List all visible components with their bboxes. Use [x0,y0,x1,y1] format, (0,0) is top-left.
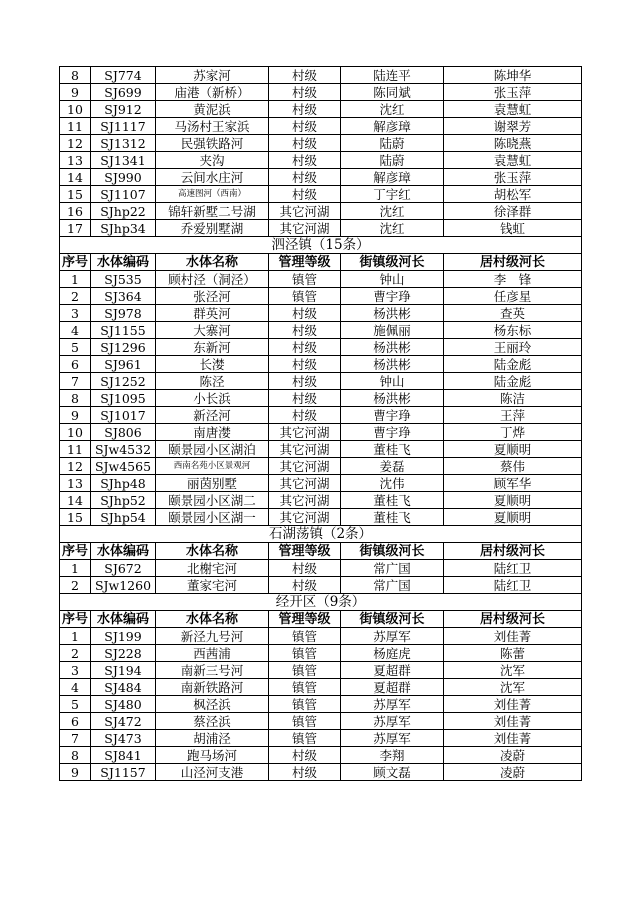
row-index-cell: 14 [60,492,91,509]
water-code-header: 水体编码 [91,254,156,271]
table-row [60,356,582,373]
town-chief-cell: 曹宇琤 [341,288,444,305]
town-chief-cell: 夏超群 [341,679,444,696]
management-level-cell: 村级 [269,152,341,169]
water-name-cell: 枫泾浜 [156,696,269,713]
table-row [60,628,582,645]
row-index-cell: 16 [60,203,91,220]
management-level-cell: 村级 [269,186,341,203]
management-level-cell: 村级 [269,322,341,339]
row-index-cell: 17 [60,220,91,237]
table-row [60,696,582,713]
management-level-cell: 村级 [269,169,341,186]
row-index-cell: 5 [60,696,91,713]
management-level-cell: 镇管 [269,730,341,747]
table-row [60,339,582,356]
village-chief-header: 居村级河长 [444,254,582,271]
town-chief-cell: 顾文磊 [341,764,444,781]
village-chief-cell: 陆红卫 [444,560,582,577]
management-level-cell: 村级 [269,407,341,424]
water-code-cell: SJ535 [91,271,156,288]
town-chief-cell: 沈红 [341,101,444,118]
management-level-cell: 村级 [269,118,341,135]
row-index-cell: 9 [60,407,91,424]
village-chief-cell: 陈洁 [444,390,582,407]
management-level-cell: 村级 [269,84,341,101]
row-index-cell: 14 [60,169,91,186]
row-index-cell: 10 [60,424,91,441]
water-name-cell: 山泾河支港 [156,764,269,781]
village-chief-cell: 任彦星 [444,288,582,305]
table-row [60,441,582,458]
town-chief-cell: 陆蔚 [341,135,444,152]
management-level-cell: 镇管 [269,288,341,305]
management-level-cell: 镇管 [269,628,341,645]
management-level-cell: 村级 [269,390,341,407]
town-chief-cell: 解彦璋 [341,169,444,186]
management-level-cell: 村级 [269,764,341,781]
town-chief-cell: 钟山 [341,373,444,390]
village-chief-header: 居村级河长 [444,611,582,628]
water-code-cell: SJ472 [91,713,156,730]
village-chief-cell: 徐泽群 [444,203,582,220]
row-index-cell: 2 [60,645,91,662]
river-chief-table [59,66,582,781]
village-chief-cell: 陈晓燕 [444,135,582,152]
row-index-cell: 2 [60,577,91,594]
management-level-cell: 镇管 [269,696,341,713]
table-row [60,305,582,322]
management-level-cell: 镇管 [269,662,341,679]
water-name-cell: 颐景园小区湖二 [156,492,269,509]
town-chief-cell: 苏厚军 [341,628,444,645]
row-index-cell: 11 [60,441,91,458]
town-chief-cell: 钟山 [341,271,444,288]
table-row [60,288,582,305]
village-chief-cell: 袁慧虹 [444,101,582,118]
village-chief-cell: 钱虹 [444,220,582,237]
table-row [60,186,582,203]
town-chief-cell: 姜磊 [341,458,444,475]
management-level-cell: 其它河湖 [269,441,341,458]
management-level-cell: 村级 [269,305,341,322]
town-chief-cell: 沈红 [341,203,444,220]
row-index-cell: 9 [60,84,91,101]
water-code-cell: SJ990 [91,169,156,186]
management-level-cell: 其它河湖 [269,424,341,441]
water-name-cell: 南唐漤 [156,424,269,441]
town-chief-cell: 沈伟 [341,475,444,492]
table-row [60,645,582,662]
village-chief-cell: 李 锋 [444,271,582,288]
row-index-cell: 6 [60,713,91,730]
table-row [60,492,582,509]
village-chief-cell: 张玉萍 [444,169,582,186]
water-name-cell: 颐景园小区湖泊 [156,441,269,458]
water-name-cell: 颐景园小区湖一 [156,509,269,526]
water-code-cell: SJ1157 [91,764,156,781]
town-chief-header: 街镇级河长 [341,543,444,560]
row-index-cell: 2 [60,288,91,305]
management-level-cell: 村级 [269,67,341,84]
water-code-cell: SJhp22 [91,203,156,220]
table-row [60,322,582,339]
town-chief-cell: 丁宇红 [341,186,444,203]
town-chief-cell: 杨洪彬 [341,305,444,322]
town-chief-cell: 沈红 [341,220,444,237]
water-name-cell: 张泾河 [156,288,269,305]
water-code-cell: SJ473 [91,730,156,747]
town-chief-cell: 苏厚军 [341,713,444,730]
management-level-cell: 其它河湖 [269,203,341,220]
water-code-cell: SJw4532 [91,441,156,458]
water-code-cell: SJ699 [91,84,156,101]
water-code-cell: SJ1296 [91,339,156,356]
table-row [60,67,582,84]
water-code-cell: SJ672 [91,560,156,577]
table-row [60,458,582,475]
water-code-cell: SJ774 [91,67,156,84]
water-code-cell: SJ1341 [91,152,156,169]
table-row [60,118,582,135]
management-level-cell: 村级 [269,747,341,764]
water-code-cell: SJ1155 [91,322,156,339]
water-code-cell: SJ1107 [91,186,156,203]
water-code-header: 水体编码 [91,611,156,628]
town-chief-cell: 陆蔚 [341,152,444,169]
section-title: 石湖荡镇（2条） [60,526,582,543]
town-chief-cell: 曹宇琤 [341,424,444,441]
water-name-header: 水体名称 [156,611,269,628]
water-code-cell: SJ1095 [91,390,156,407]
town-chief-cell: 杨洪彬 [341,390,444,407]
water-name-cell: 马汤村王家浜 [156,118,269,135]
water-name-cell: 南新铁路河 [156,679,269,696]
table-row [60,390,582,407]
village-chief-cell: 陈蕾 [444,645,582,662]
town-chief-cell: 苏厚军 [341,730,444,747]
town-chief-cell: 解彦璋 [341,118,444,135]
row-index-cell: 4 [60,679,91,696]
row-index-cell: 1 [60,271,91,288]
water-name-cell: 蔡泾浜 [156,713,269,730]
water-name-cell: 新泾河 [156,407,269,424]
row-index-cell: 8 [60,747,91,764]
water-name-cell: 锦轩新墅二号湖 [156,203,269,220]
water-code-cell: SJ199 [91,628,156,645]
management-level-cell: 其它河湖 [269,458,341,475]
row-index-cell: 10 [60,101,91,118]
village-chief-cell: 杨东标 [444,322,582,339]
water-code-cell: SJ806 [91,424,156,441]
water-name-cell: 小长浜 [156,390,269,407]
water-code-header: 水体编码 [91,543,156,560]
village-chief-cell: 胡松军 [444,186,582,203]
section-title: 经开区（9条） [60,594,582,611]
row-index-cell: 5 [60,339,91,356]
table-row [60,747,582,764]
town-chief-cell: 陈同斌 [341,84,444,101]
row-index-cell: 3 [60,662,91,679]
village-chief-cell: 王萍 [444,407,582,424]
village-chief-cell: 夏顺明 [444,492,582,509]
table-row [60,424,582,441]
water-name-cell: 黄泥浜 [156,101,269,118]
table-row [60,764,582,781]
table-row [60,662,582,679]
water-code-cell: SJ194 [91,662,156,679]
water-code-cell: SJ1017 [91,407,156,424]
water-name-cell: 苏家河 [156,67,269,84]
row-index-cell: 8 [60,390,91,407]
water-name-cell: 乔爱别墅湖 [156,220,269,237]
water-name-cell: 庙港（新桥） [156,84,269,101]
town-chief-cell: 董桂飞 [341,492,444,509]
management-level-cell: 镇管 [269,713,341,730]
water-name-cell: 跑马场河 [156,747,269,764]
row-index-cell: 7 [60,373,91,390]
water-name-cell: 董家宅河 [156,577,269,594]
town-chief-header: 街镇级河长 [341,254,444,271]
row-index-cell: 7 [60,730,91,747]
management-level-cell: 镇管 [269,679,341,696]
table-row [60,560,582,577]
row-index-cell: 13 [60,475,91,492]
village-chief-cell: 顾军华 [444,475,582,492]
column-header-row [60,611,582,628]
management-level-cell: 村级 [269,577,341,594]
village-chief-cell: 陆金彪 [444,356,582,373]
row-index-header: 序号 [60,254,91,271]
water-code-cell: SJ480 [91,696,156,713]
water-name-cell: 云间水庄河 [156,169,269,186]
water-code-cell: SJ228 [91,645,156,662]
table-row [60,577,582,594]
section-title: 泗泾镇（15条） [60,237,582,254]
management-level-cell: 村级 [269,373,341,390]
town-chief-cell: 董桂飞 [341,509,444,526]
row-index-cell: 6 [60,356,91,373]
village-chief-cell: 夏顺明 [444,509,582,526]
village-chief-cell: 谢翠芳 [444,118,582,135]
management-level-cell: 其它河湖 [269,509,341,526]
water-name-cell: 长漤 [156,356,269,373]
row-index-cell: 13 [60,152,91,169]
town-chief-header: 街镇级河长 [341,611,444,628]
water-name-cell: 陈泾 [156,373,269,390]
village-chief-cell: 夏顺明 [444,441,582,458]
water-code-cell: SJhp48 [91,475,156,492]
row-index-header: 序号 [60,611,91,628]
water-name-cell: 顾村泾（洞泾） [156,271,269,288]
row-index-cell: 12 [60,135,91,152]
water-code-cell: SJ1252 [91,373,156,390]
table-row [60,169,582,186]
water-name-header: 水体名称 [156,543,269,560]
village-chief-cell: 刘佳菁 [444,713,582,730]
town-chief-cell: 董桂飞 [341,441,444,458]
village-chief-cell: 陈坤华 [444,67,582,84]
management-level-cell: 村级 [269,356,341,373]
village-chief-cell: 刘佳菁 [444,696,582,713]
water-code-cell: SJhp52 [91,492,156,509]
village-chief-cell: 袁慧虹 [444,152,582,169]
table-row [60,152,582,169]
management-level-cell: 村级 [269,560,341,577]
row-index-cell: 1 [60,560,91,577]
water-name-cell: 民强铁路河 [156,135,269,152]
section-title-row [60,526,582,543]
water-code-cell: SJ961 [91,356,156,373]
town-chief-cell: 杨洪彬 [341,339,444,356]
row-index-cell: 4 [60,322,91,339]
village-chief-cell: 沈军 [444,662,582,679]
town-chief-cell: 常广国 [341,577,444,594]
water-name-cell: 大寨河 [156,322,269,339]
village-chief-cell: 蔡伟 [444,458,582,475]
water-name-cell: 胡浦泾 [156,730,269,747]
town-chief-cell: 李翔 [341,747,444,764]
management-level-header: 管理等级 [269,611,341,628]
town-chief-cell: 常广国 [341,560,444,577]
water-code-cell: SJw1260 [91,577,156,594]
village-chief-cell: 丁烨 [444,424,582,441]
management-level-header: 管理等级 [269,254,341,271]
row-index-cell: 1 [60,628,91,645]
village-chief-cell: 凌蔚 [444,764,582,781]
table-row [60,373,582,390]
management-level-cell: 村级 [269,339,341,356]
management-level-cell: 其它河湖 [269,220,341,237]
town-chief-cell: 夏超群 [341,662,444,679]
table-row [60,203,582,220]
management-level-header: 管理等级 [269,543,341,560]
table-row [60,101,582,118]
water-name-cell: 东新河 [156,339,269,356]
town-chief-cell: 陆连平 [341,67,444,84]
village-chief-header: 居村级河长 [444,543,582,560]
water-code-cell: SJ364 [91,288,156,305]
row-index-header: 序号 [60,543,91,560]
row-index-cell: 8 [60,67,91,84]
row-index-cell: 3 [60,305,91,322]
village-chief-cell: 刘佳菁 [444,730,582,747]
row-index-cell: 9 [60,764,91,781]
water-name-cell: 夹沟 [156,152,269,169]
table-row [60,509,582,526]
water-name-cell: 新泾九号河 [156,628,269,645]
management-level-cell: 村级 [269,101,341,118]
water-code-cell: SJ1117 [91,118,156,135]
village-chief-cell: 刘佳菁 [444,628,582,645]
village-chief-cell: 王丽玲 [444,339,582,356]
table-row [60,407,582,424]
table-row [60,475,582,492]
water-name-header: 水体名称 [156,254,269,271]
village-chief-cell: 查英 [444,305,582,322]
table-row [60,730,582,747]
water-name-cell: 丽茵别墅 [156,475,269,492]
row-index-cell: 15 [60,509,91,526]
table-row [60,271,582,288]
column-header-row [60,543,582,560]
water-code-cell: SJ841 [91,747,156,764]
table-row [60,713,582,730]
column-header-row [60,254,582,271]
water-name-cell: 南新三号河 [156,662,269,679]
village-chief-cell: 张玉萍 [444,84,582,101]
management-level-cell: 村级 [269,135,341,152]
water-code-cell: SJhp34 [91,220,156,237]
water-name-cell: 群英河 [156,305,269,322]
water-name-cell: 西南名苑小区景观河 [156,458,269,475]
table-row [60,220,582,237]
water-code-cell: SJ978 [91,305,156,322]
row-index-cell: 15 [60,186,91,203]
water-name-cell: 高速图河（西南） [156,186,269,203]
water-code-cell: SJ1312 [91,135,156,152]
water-name-cell: 北榭宅河 [156,560,269,577]
section-title-row [60,237,582,254]
management-level-cell: 镇管 [269,645,341,662]
town-chief-cell: 苏厚军 [341,696,444,713]
table-row [60,84,582,101]
town-chief-cell: 曹宇琤 [341,407,444,424]
management-level-cell: 其它河湖 [269,492,341,509]
water-code-cell: SJw4565 [91,458,156,475]
town-chief-cell: 杨庭虎 [341,645,444,662]
town-chief-cell: 杨洪彬 [341,356,444,373]
row-index-cell: 11 [60,118,91,135]
water-name-cell: 西茜浦 [156,645,269,662]
water-code-cell: SJhp54 [91,509,156,526]
village-chief-cell: 凌蔚 [444,747,582,764]
village-chief-cell: 陆金彪 [444,373,582,390]
town-chief-cell: 施佩丽 [341,322,444,339]
village-chief-cell: 陆红卫 [444,577,582,594]
table-row [60,679,582,696]
management-level-cell: 镇管 [269,271,341,288]
row-index-cell: 12 [60,458,91,475]
table-row [60,135,582,152]
water-code-cell: SJ912 [91,101,156,118]
village-chief-cell: 沈军 [444,679,582,696]
management-level-cell: 其它河湖 [269,475,341,492]
section-title-row [60,594,582,611]
water-code-cell: SJ484 [91,679,156,696]
